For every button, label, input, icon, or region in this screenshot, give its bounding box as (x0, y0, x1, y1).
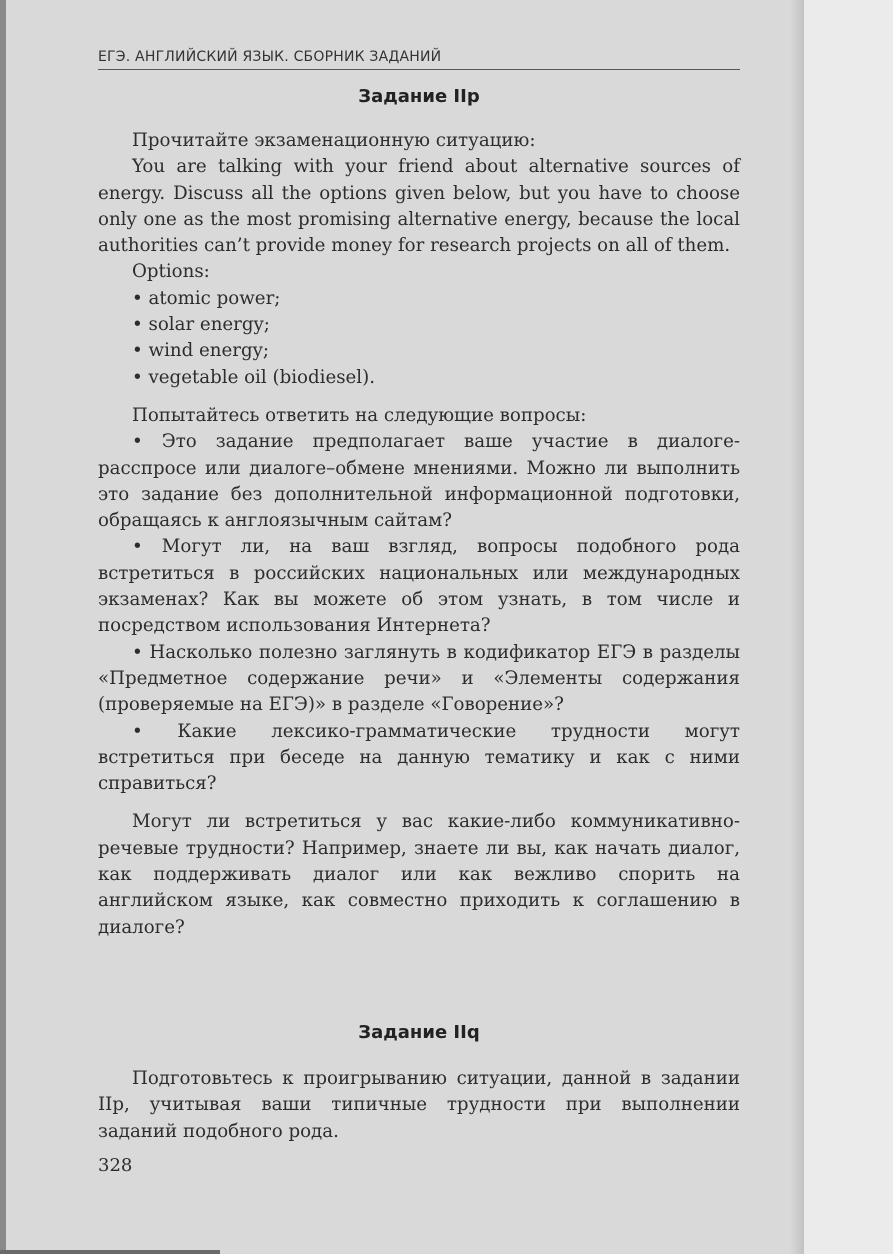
task-p-options-label: Options: (132, 261, 210, 283)
task-p-situation: You are talking with your friend about alternative sources of energy. Discuss all the options given below, but you have to choose only one as the most promising alternative energy, because the local authorities can’t provide money for research projects on all of them. (98, 156, 740, 257)
running-head-rule (98, 69, 740, 70)
question-item: • Могут ли, на ваш взгляд, вопросы подобного рода встретиться в российских национальных или международных экзаменах? Как вы можете об этом узнать, в том числе и посредством использования Интернета? (98, 536, 740, 637)
question-item: • Это задание предполагает ваше участие в диалоге-расспросе или диалоге–обмене мнениями. Можно ли выполнить это задание без дополнительной информационной подготовки, обращаясь к англоязычным сайтам? (98, 431, 740, 532)
questions-intro: Попытайтесь ответить на следующие вопросы: (132, 404, 587, 426)
question-item: • Какие лексико-грамматические трудности могут встретиться при беседе на данную тематику и как с ними справиться? (98, 720, 740, 795)
page-number: 328 (98, 1155, 133, 1176)
page-gutter-shade (790, 0, 804, 1254)
option-item: • vegetable oil (biodiesel). (132, 366, 375, 388)
question-item: • Насколько полезно заглянуть в кодификатор ЕГЭ в разделы «Предметное содержание речи» и «Элементы содержания (проверяемые на ЕГЭ)» в разделе «Говорение»? (98, 641, 740, 716)
option-item: • atomic power; (132, 287, 281, 309)
option-item: • wind energy; (132, 340, 270, 362)
task-p-closing: Могут ли встретиться у вас какие-либо коммуникативно-речевые трудности? Например, знаете ли вы, как начать диалог, как поддерживать диалог или как вежливо спорить на английском языке, как совместно приходить к соглашению в диалоге? (98, 811, 740, 938)
scan-bottom-edge (0, 1250, 220, 1254)
scan-right-margin (804, 0, 893, 1254)
task-q-body (98, 1066, 740, 1145)
running-head: ЕГЭ. АНГЛИЙСКИЙ ЯЗЫК. СБОРНИК ЗАДАНИЙ (98, 49, 442, 65)
task-p-intro: Прочитайте экзаменационную ситуацию: (132, 130, 536, 151)
option-item: • solar energy; (132, 314, 270, 336)
task-q-title: Задание IIq (358, 1022, 480, 1043)
task-p-body (98, 128, 740, 941)
task-p-title: Задание IIp (358, 86, 480, 107)
task-q-text: Подготовьтесь к проигрыванию ситуации, данной в задании IIp, учитывая ваши типичные трудности при выполнении заданий подобного рода. (98, 1068, 740, 1142)
